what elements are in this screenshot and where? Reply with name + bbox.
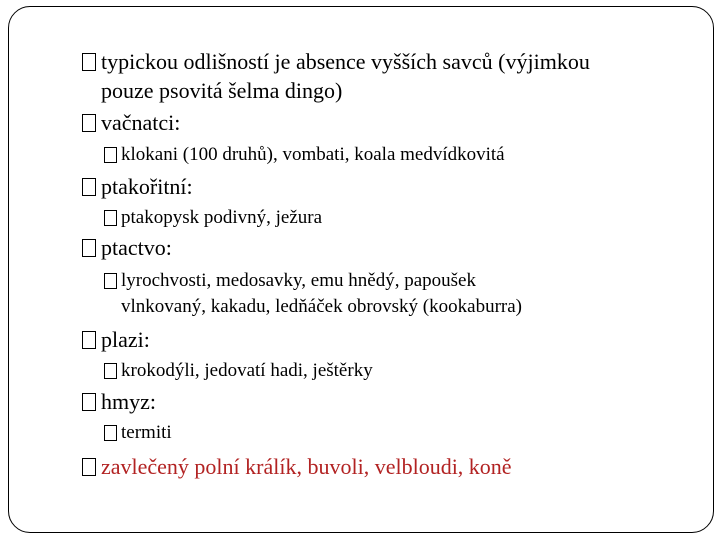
bullet-continuation [101,76,342,105]
bullet-text: ptakořitní: [101,174,193,199]
bullet-box-icon [104,363,117,379]
bullet-box-icon [82,53,96,71]
bullet-text: lyrochvosti, medosavky, emu hnědý, papoušek [121,270,476,291]
bullet-text: plazi: [101,327,150,352]
bullet-box-icon [82,331,96,349]
bullet-item-hmyz [101,387,156,416]
bullet-item-plazi [101,325,150,354]
bullet-text: vlnkovaný, kakadu, ledňáček obrovský (kookaburra) [121,296,522,317]
bullet-box-icon [82,178,96,196]
bullet-item-zavleceny [101,452,512,481]
bullet-text: zavlečený polní králík, buvoli, velbloudi, koně [101,454,512,479]
sub-item-klokani [121,141,505,168]
bullet-text: klokani (100 druhů), vombati, koala medvídkovitá [121,144,505,165]
bullet-box-icon [82,114,96,132]
bullet-text: krokodýli, jedovatí hadi, ještěrky [121,360,373,381]
sub-item-termiti [121,419,172,446]
bullet-item-ptakoritni [101,172,193,201]
bullet-box-icon [104,273,117,289]
bullet-item-vacnatci [101,108,180,137]
bullet-item-absence [101,47,590,76]
bullet-text: termiti [121,422,172,443]
bullet-box-icon [104,210,117,226]
sub-item-ptakopysk [121,204,322,231]
bullet-text: hmyz: [101,389,156,414]
bullet-box-icon [104,147,117,163]
bullet-text: ptactvo: [101,235,172,260]
sub-item-krokodyli [121,357,373,384]
bullet-box-icon [82,239,96,257]
bullet-text: typickou odlišností je absence vyšších savců (výjimkou [101,49,590,74]
bullet-text: pouze psovitá šelma dingo) [101,78,343,103]
sub-item-lyrochvosti [121,267,476,294]
sub-item-continuation [121,293,522,320]
bullet-item-ptactvo [101,233,172,262]
bullet-box-icon [82,458,96,476]
bullet-text: ptakopysk podivný, ježura [121,207,323,228]
bullet-box-icon [82,393,96,411]
bullet-text: vačnatci: [101,110,181,135]
bullet-box-icon [104,425,117,441]
